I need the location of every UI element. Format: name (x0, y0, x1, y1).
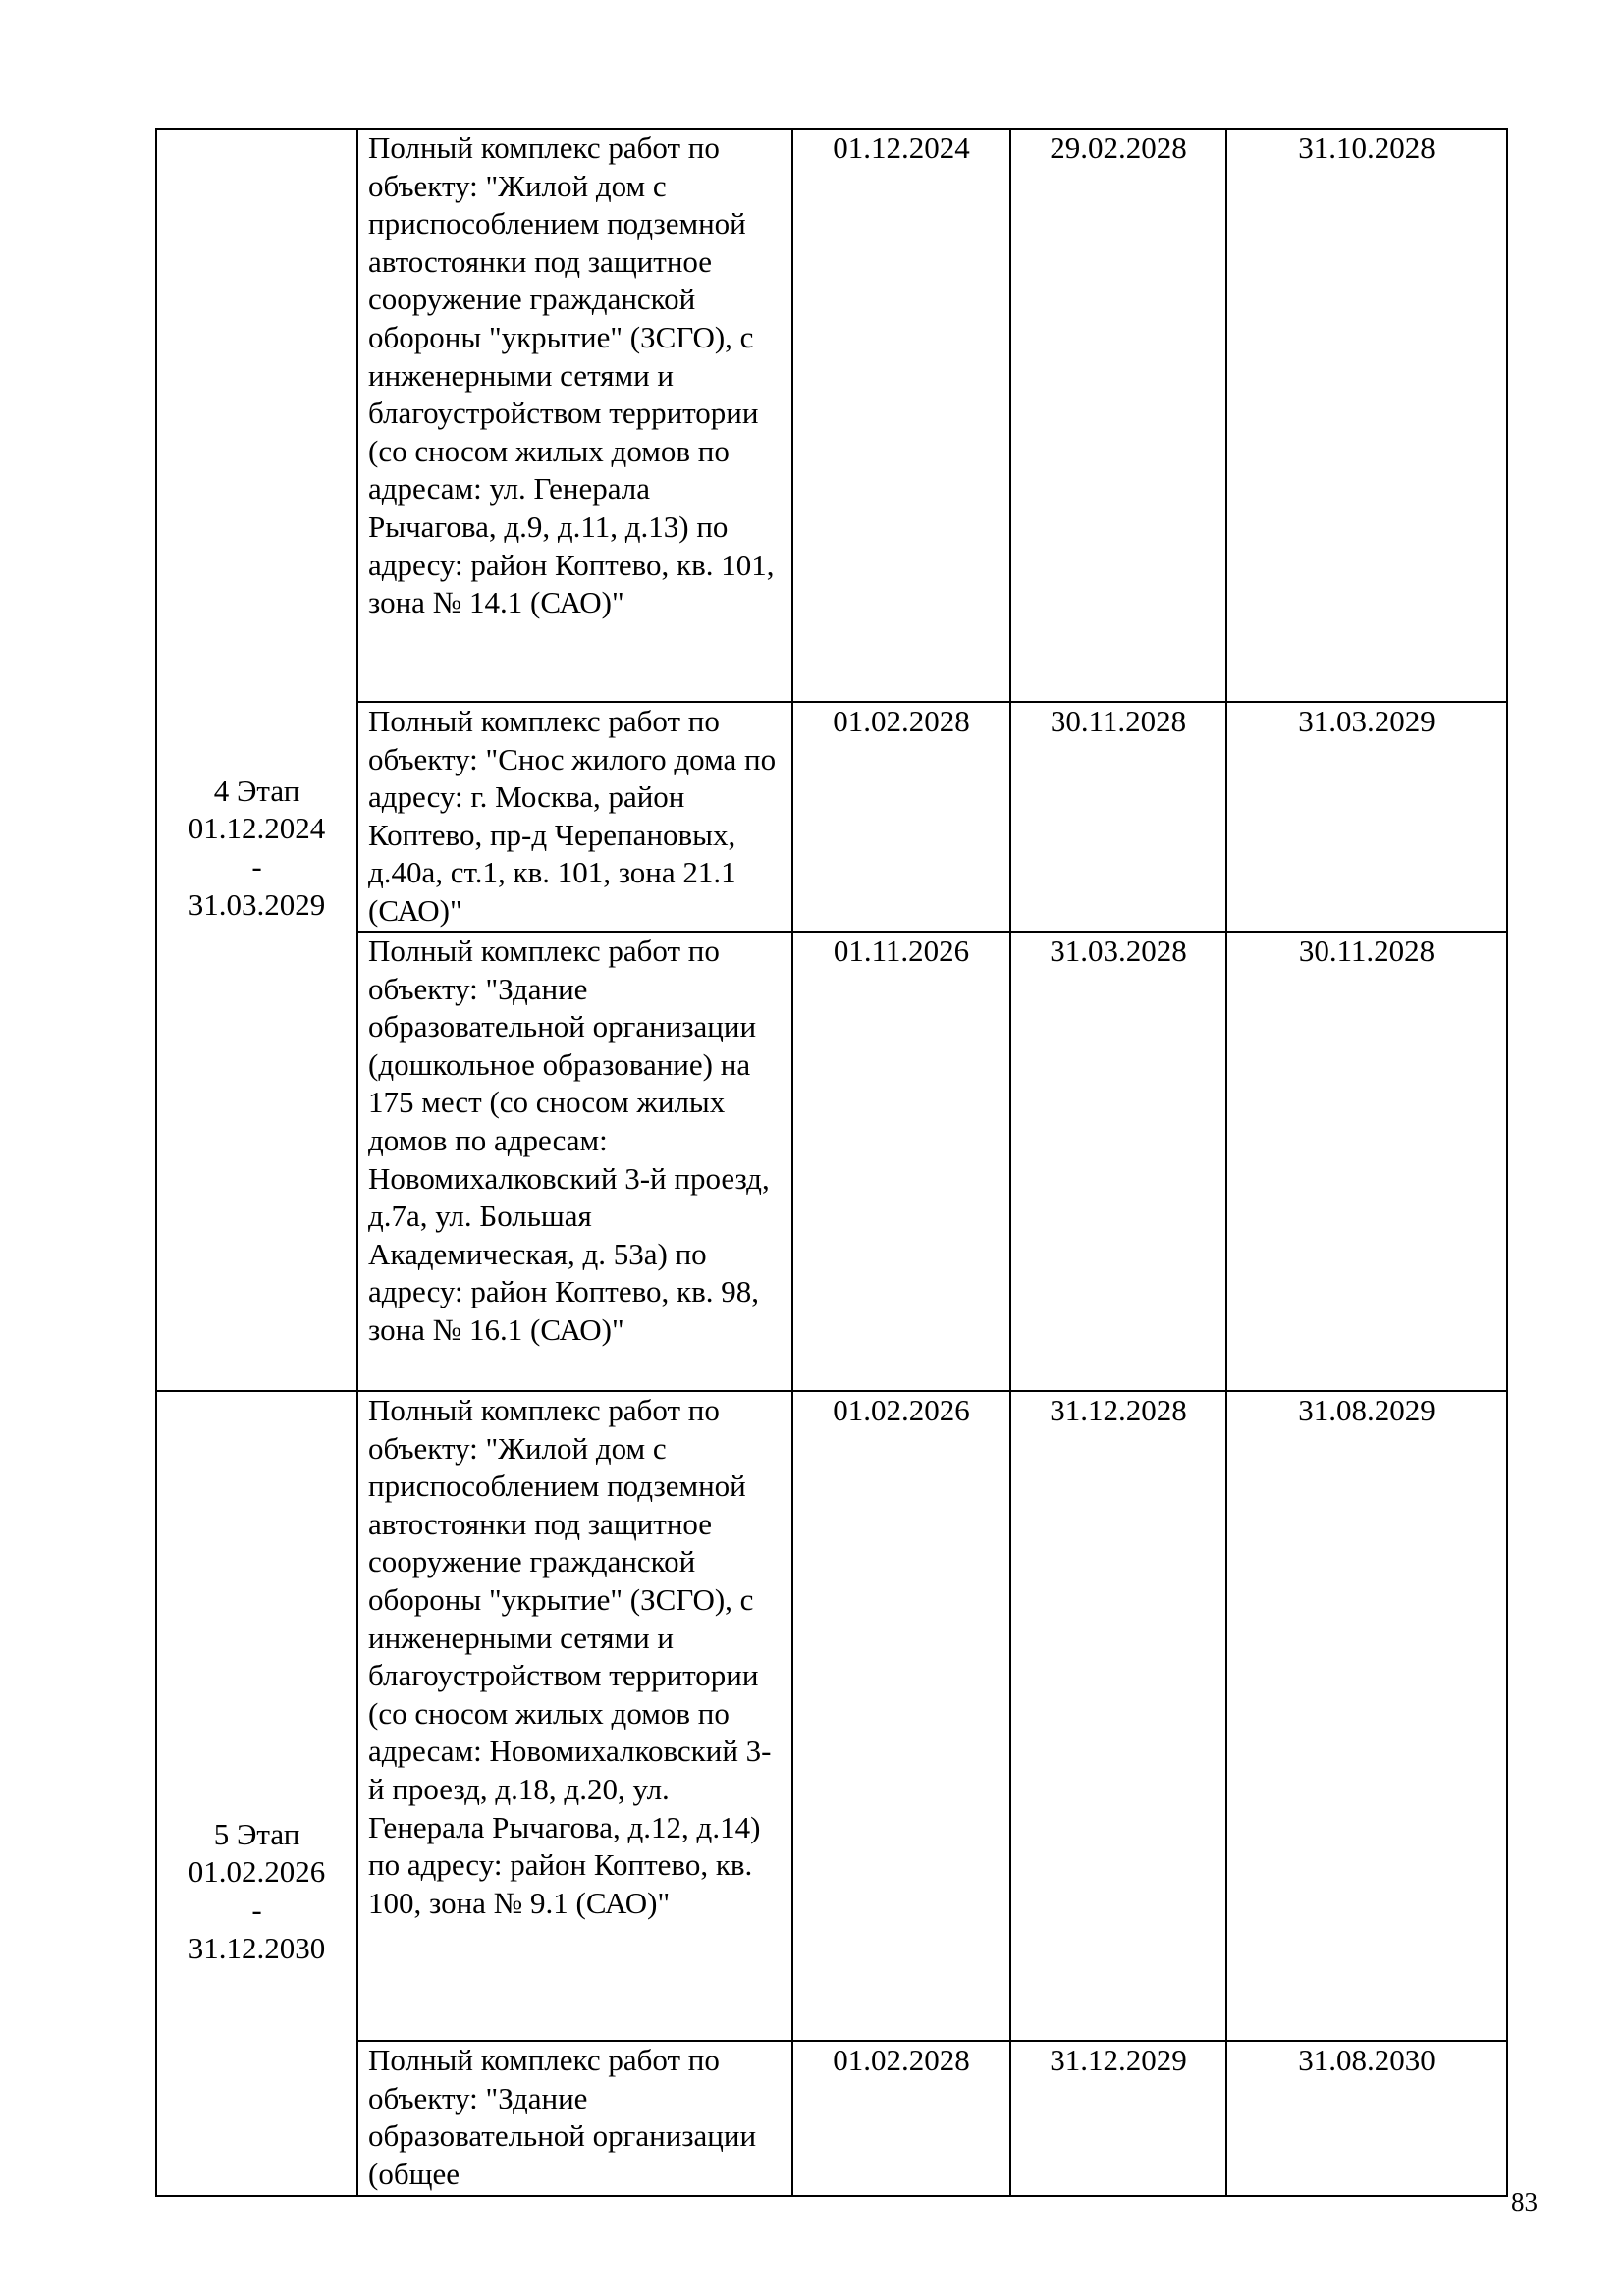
date-cell: 31.03.2029 (1226, 702, 1507, 932)
date-cell: 01.02.2028 (792, 2041, 1010, 2196)
date-cell: 31.10.2028 (1226, 129, 1507, 702)
date-cell: 31.12.2029 (1010, 2041, 1226, 2196)
table-row (156, 1391, 1507, 2041)
work-description-cell: Полный комплекс работ по объекту: "Жилой дом с приспособлением подземной автостоянки под защитное сооружение гражданской обороны "укрытие" (ЗСГО), с инженерными сетями и благоустройством территории (со сносом жилых домов по адресам: Новомихалковский 3-й проезд, д.18, д.20, ул. Генерала Рычагова, д.12, д.14) по адресу: район Коптево, кв. 100, зона № 9.1 (САО)" (357, 1391, 792, 2041)
date-cell: 31.08.2030 (1226, 2041, 1507, 2196)
stage-end-date: 31.03.2029 (188, 886, 326, 922)
stage-label: 5 Этап (213, 1816, 300, 1851)
work-description-cell: Полный комплекс работ по объекту: "Здание образовательной организации (общее (357, 2041, 792, 2196)
stage-cell (156, 129, 357, 1391)
date-cell: 01.12.2024 (792, 129, 1010, 702)
stage-date-separator: - (251, 849, 262, 883)
date-cell: 31.12.2028 (1010, 1391, 1226, 2041)
table-row (156, 2041, 1507, 2196)
work-description-cell: Полный комплекс работ по объекту: "Снос жилого дома по адресу: г. Москва, район Коптево, пр-д Черепановых, д.40а, ст.1, кв. 101, зона 21.1 (САО)" (357, 702, 792, 932)
page-number: 83 (1511, 2187, 1538, 2216)
work-description-cell: Полный комплекс работ по объекту: "Жилой дом с приспособлением подземной автостоянки под защитное сооружение гражданской обороны "укрытие" (ЗСГО), с инженерными сетями и благоустройством территории (со сносом жилых домов по адресам: ул. Генерала Рычагова, д.9, д.11, д.13) по адресу: район Коптево, кв. 101, зона № 14.1 (САО)" (357, 129, 792, 702)
stage-start-date: 01.12.2024 (188, 811, 326, 846)
table-row (156, 129, 1507, 702)
date-cell: 01.02.2026 (792, 1391, 1010, 2041)
date-cell: 01.02.2028 (792, 702, 1010, 932)
stage-start-date: 01.02.2026 (188, 1854, 326, 1890)
schedule-table (155, 128, 1508, 2197)
table-row (156, 702, 1507, 932)
date-cell: 29.02.2028 (1010, 129, 1226, 702)
date-cell: 30.11.2028 (1226, 932, 1507, 1391)
date-cell: 31.03.2028 (1010, 932, 1226, 1391)
date-cell: 31.08.2029 (1226, 1391, 1507, 2041)
date-cell: 01.11.2026 (792, 932, 1010, 1391)
stage-cell (156, 1391, 357, 2196)
stage-date-separator: - (251, 1893, 262, 1927)
work-description-cell: Полный комплекс работ по объекту: "Здание образовательной организации (дошкольное образование) на 175 мест (со сносом жилых домов по адресам: Новомихалковский 3-й проезд, д.7а, ул. Большая Академическая, д. 53а) по адресу: район Коптево, кв. 98, зона № 16.1 (САО)" (357, 932, 792, 1391)
date-cell: 30.11.2028 (1010, 702, 1226, 932)
stage-end-date: 31.12.2030 (188, 1930, 326, 1965)
stage-label: 4 Этап (213, 773, 300, 808)
table-row (156, 932, 1507, 1391)
